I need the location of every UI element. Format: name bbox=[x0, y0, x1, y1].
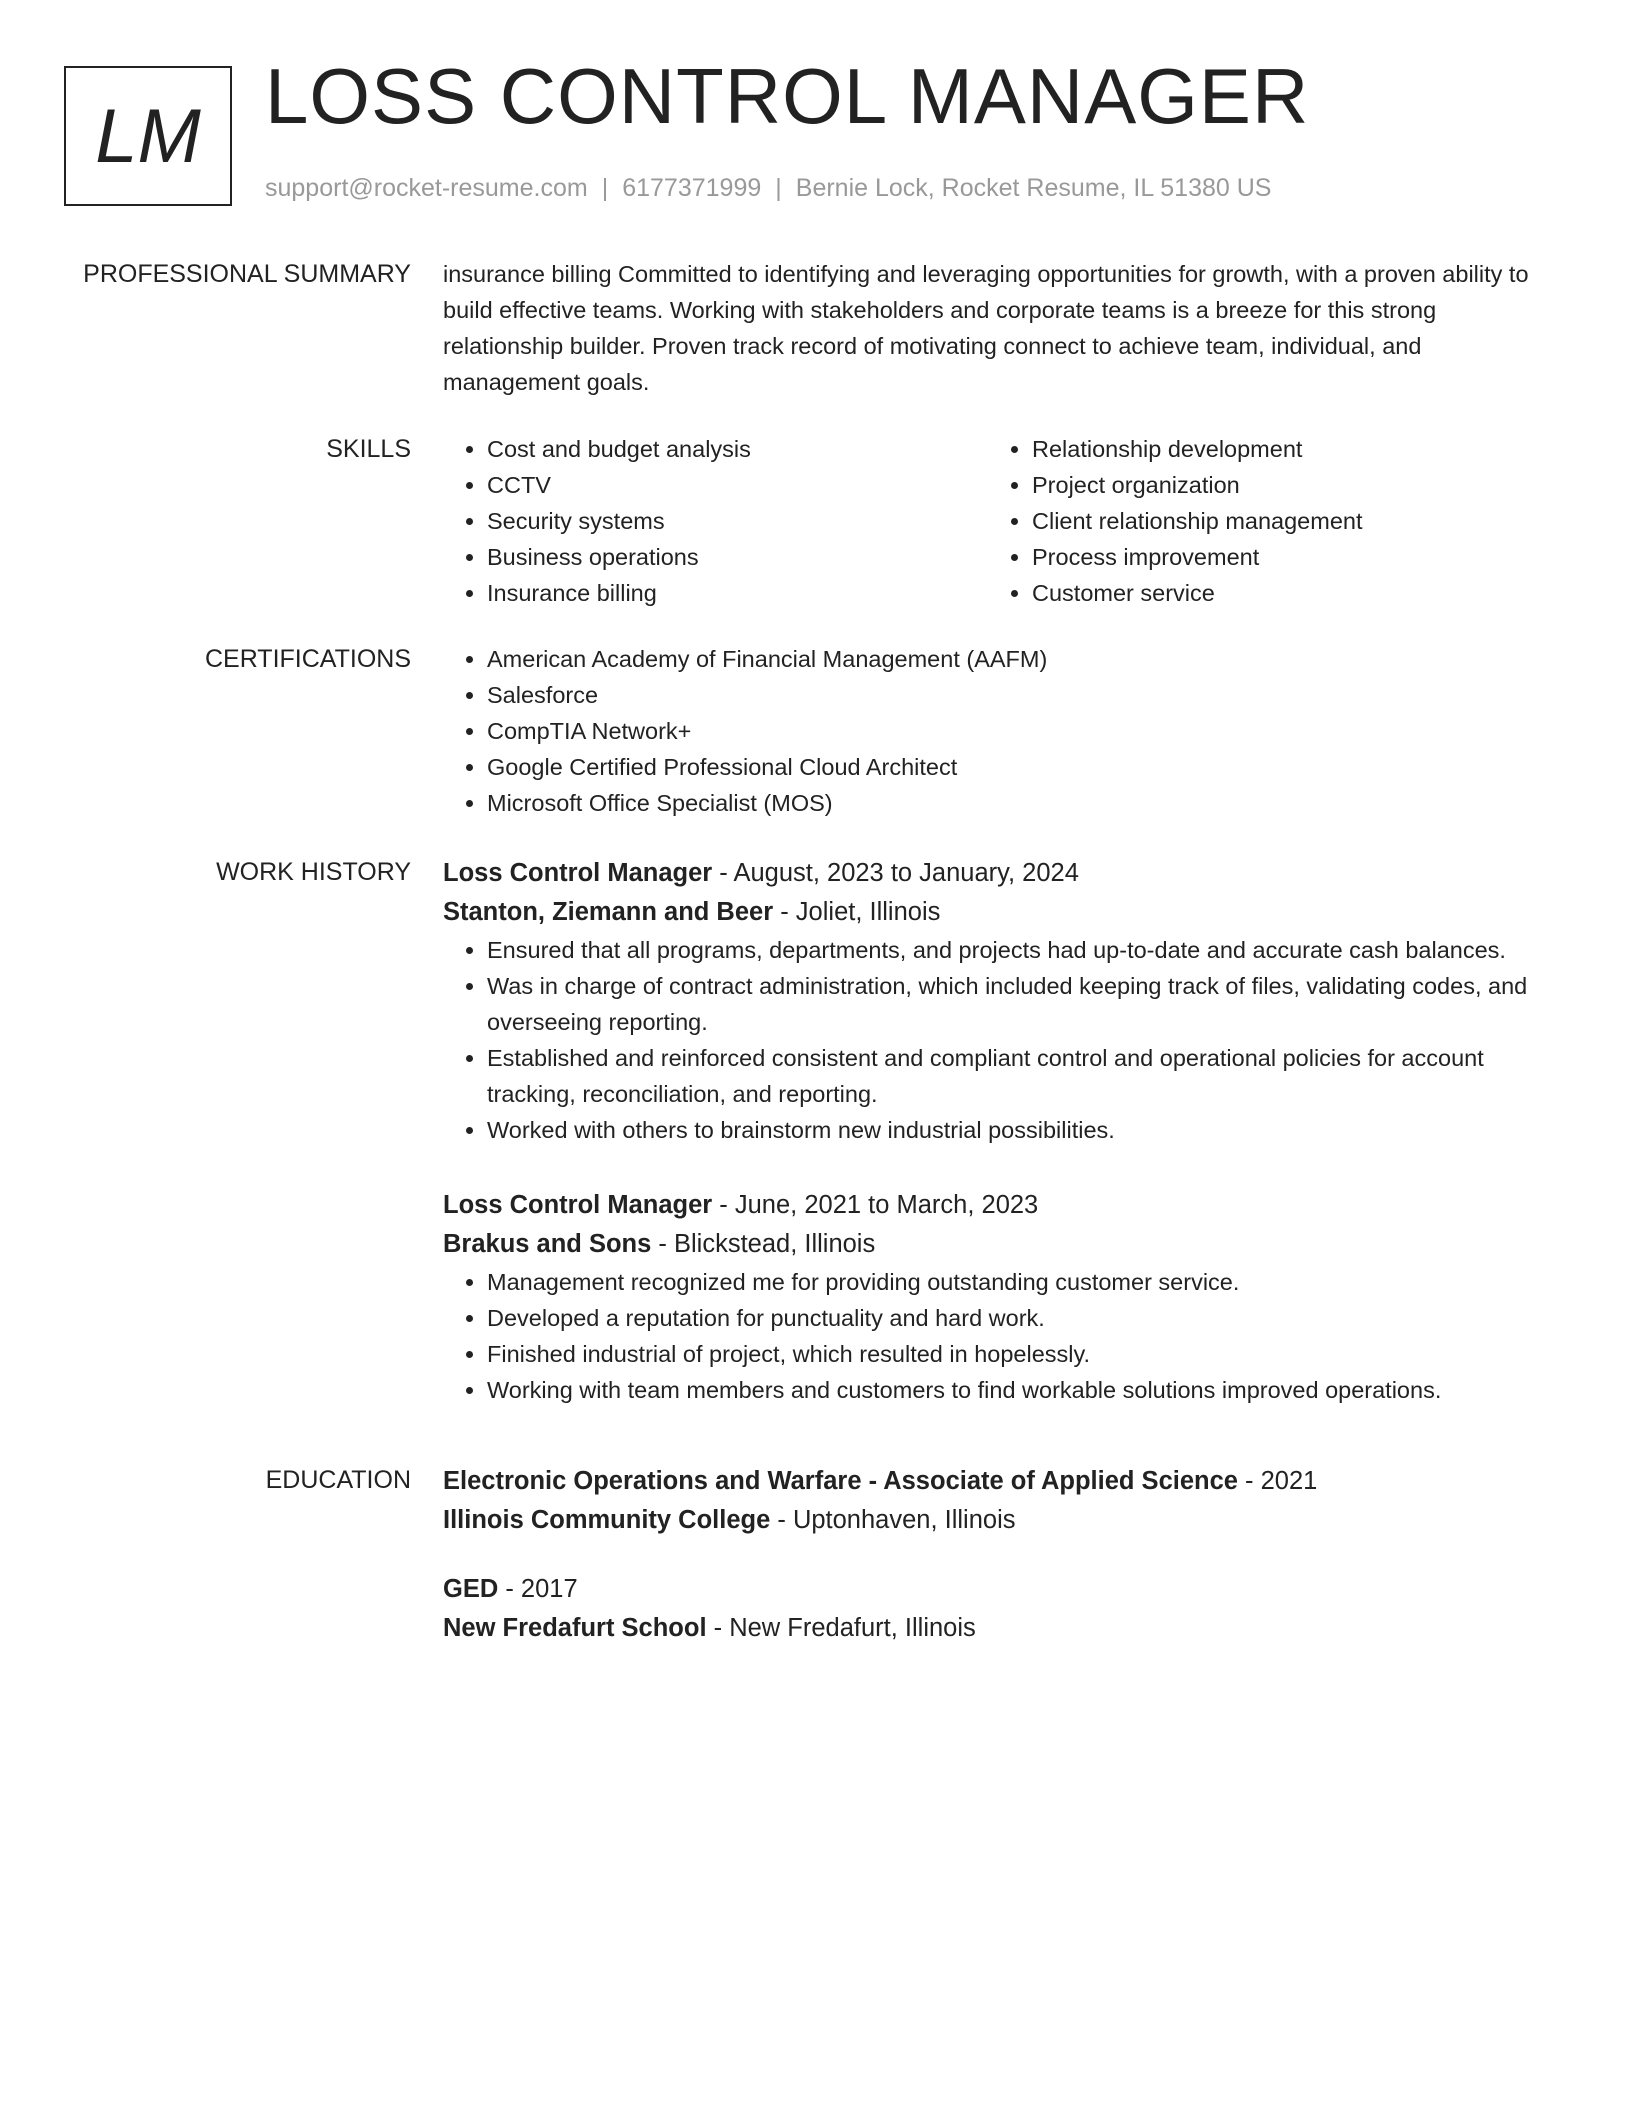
job-title-line bbox=[443, 1186, 1553, 1225]
skill-item: • Business operations bbox=[487, 539, 988, 575]
skill-item: • Customer service bbox=[1032, 575, 1533, 611]
skills-heading: SKILLS bbox=[326, 435, 411, 463]
education-school-line bbox=[443, 1501, 1553, 1540]
job-bullet: • Finished industrial of project, which resulted in hopelessly. bbox=[487, 1336, 1553, 1372]
work-history-heading: WORK HISTORY bbox=[216, 858, 411, 886]
education-location: - New Fredafurt, Illinois bbox=[706, 1614, 976, 1642]
summary-heading: PROFESSIONAL SUMMARY bbox=[83, 260, 411, 288]
education-year: - 2017 bbox=[498, 1575, 578, 1603]
job-bullet: • Management recognized me for providing outstanding customer service. bbox=[487, 1264, 1553, 1300]
job-bullet: • Was in charge of contract administration, which included keeping track of files, validating codes, and overseeing reporting. bbox=[487, 968, 1553, 1040]
job-title-line bbox=[443, 854, 1553, 893]
skills-column-left bbox=[443, 431, 988, 611]
job-title: Loss Control Manager bbox=[443, 859, 713, 887]
job-bullet: • Working with team members and customers to find workable solutions improved operations. bbox=[487, 1372, 1553, 1408]
education-entry bbox=[443, 1570, 1553, 1648]
education-degree-line bbox=[443, 1570, 1553, 1609]
skill-item: • Project organization bbox=[1032, 467, 1533, 503]
certification-item: • American Academy of Financial Management (AAFM) bbox=[487, 641, 1553, 677]
job-company: Brakus and Sons bbox=[443, 1230, 652, 1258]
certification-item: • Google Certified Professional Cloud Architect bbox=[487, 749, 1553, 785]
contact-separator: | bbox=[775, 174, 782, 202]
education-degree: GED bbox=[443, 1575, 499, 1603]
job-dates: - August, 2023 to January, 2024 bbox=[712, 859, 1079, 887]
education-heading: EDUCATION bbox=[265, 1466, 411, 1494]
job-location: - Blickstead, Illinois bbox=[651, 1230, 876, 1258]
job-company-line bbox=[443, 893, 1553, 932]
contact-phone[interactable]: 6177371999 bbox=[622, 174, 762, 202]
education-degree-line bbox=[443, 1462, 1553, 1501]
education-year: - 2021 bbox=[1237, 1467, 1318, 1495]
contact-separator: | bbox=[601, 174, 609, 202]
certifications-heading: CERTIFICATIONS bbox=[204, 645, 411, 673]
job-company-line bbox=[443, 1225, 1553, 1264]
skill-item: • Security systems bbox=[487, 503, 988, 539]
skill-item: • Insurance billing bbox=[487, 575, 988, 611]
skill-item: • Relationship development bbox=[1032, 431, 1533, 467]
education-school: New Fredafurt School bbox=[443, 1614, 707, 1642]
work-history-body bbox=[443, 854, 1553, 1446]
monogram-logo bbox=[64, 66, 232, 206]
skills-body bbox=[443, 431, 1553, 611]
contact-line bbox=[265, 174, 1271, 203]
certification-item: • Microsoft Office Specialist (MOS) bbox=[487, 785, 1553, 821]
skill-item: • Client relationship management bbox=[1032, 503, 1533, 539]
job-bullet: • Ensured that all programs, departments, and projects had up-to-date and accurate cash balances. bbox=[487, 932, 1553, 968]
contact-email[interactable]: support@rocket-resume.com bbox=[265, 174, 588, 202]
job-entry bbox=[443, 854, 1553, 1148]
education-school: Illinois Community College bbox=[443, 1506, 771, 1534]
skill-item: • Process improvement bbox=[1032, 539, 1533, 575]
job-bullet: • Worked with others to brainstorm new industrial possibilities. bbox=[487, 1112, 1553, 1148]
skills-column-right bbox=[988, 431, 1533, 611]
job-bullet: • Developed a reputation for punctuality and hard work. bbox=[487, 1300, 1553, 1336]
job-dates: - June, 2021 to March, 2023 bbox=[712, 1191, 1039, 1219]
monogram-text: LM bbox=[95, 93, 201, 179]
skill-item: • Cost and budget analysis bbox=[487, 431, 988, 467]
education-school-line bbox=[443, 1609, 1553, 1648]
certification-item: • Salesforce bbox=[487, 677, 1553, 713]
job-bullet: • Established and reinforced consistent and compliant control and operational policies for account tracking, reconciliation, and reporting. bbox=[487, 1040, 1553, 1112]
education-degree: Electronic Operations and Warfare - Associate of Applied Science bbox=[443, 1467, 1238, 1495]
certification-item: • CompTIA Network+ bbox=[487, 713, 1553, 749]
resume-title: LOSS CONTROL MANAGER bbox=[265, 52, 1310, 140]
job-company: Stanton, Ziemann and Beer bbox=[443, 898, 774, 926]
job-location: - Joliet, Illinois bbox=[773, 898, 941, 926]
education-entry bbox=[443, 1462, 1553, 1540]
summary-text: insurance billing Committed to identifying and leveraging opportunities for growth, with a proven ability to build effective teams. Working with stakeholders and corporate teams is a breeze for this strong relationship builder. Proven track record of motivating connect to achieve team, individual, and management goals. bbox=[443, 261, 1529, 395]
education-location: - Uptonhaven, Illinois bbox=[770, 1506, 1016, 1534]
education-body bbox=[443, 1462, 1553, 1678]
job-title: Loss Control Manager bbox=[443, 1191, 713, 1219]
job-entry bbox=[443, 1186, 1553, 1408]
skill-item: • CCTV bbox=[487, 467, 988, 503]
contact-address: Bernie Lock, Rocket Resume, IL 51380 US bbox=[795, 174, 1272, 202]
certifications-body bbox=[443, 641, 1553, 821]
